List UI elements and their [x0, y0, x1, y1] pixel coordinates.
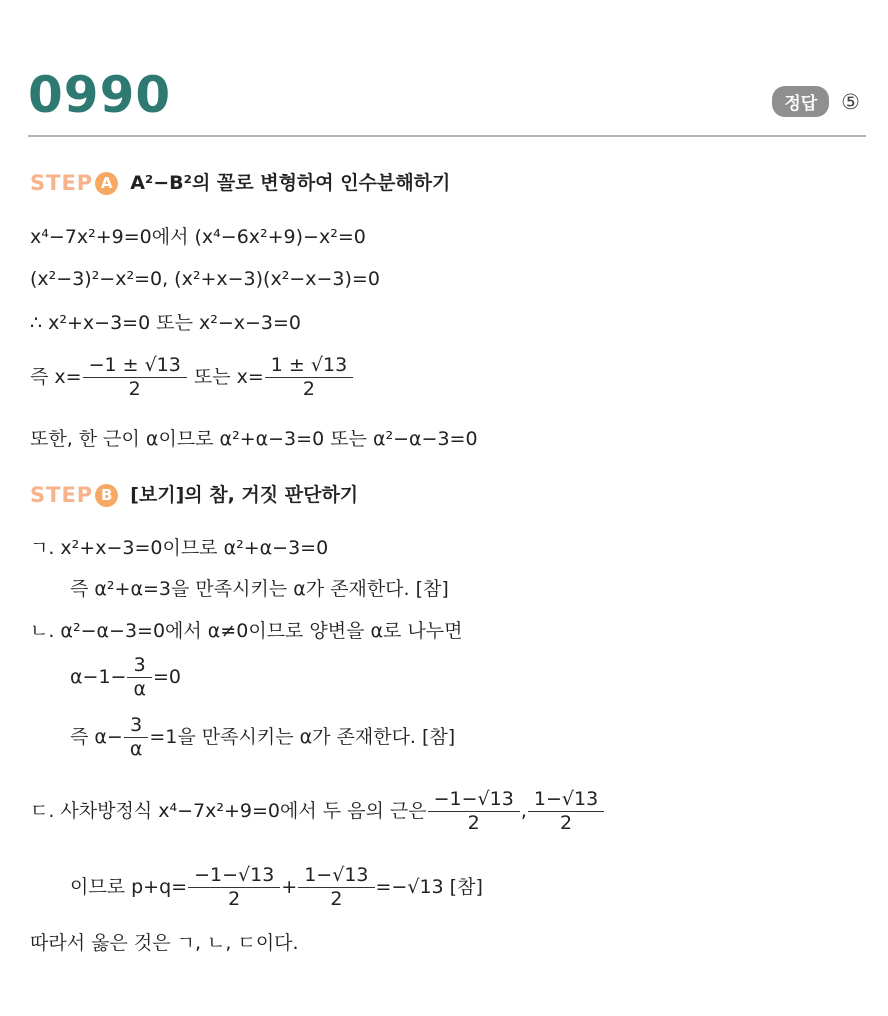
- item-1-line-2: 즉 α²+α=3을 만족시키는 α가 존재한다. [참]: [70, 578, 449, 600]
- fraction-denominator: 2: [188, 887, 280, 909]
- fraction-numerator: 1−√13: [304, 864, 369, 886]
- item-3-fraction-2: [531, 790, 601, 833]
- fraction-denominator: 2: [265, 377, 353, 399]
- solutions-prefix: 즉 x=: [30, 366, 82, 388]
- step-a-solutions: [30, 356, 354, 399]
- item-2-fraction: [130, 656, 149, 699]
- item-2-equation: [70, 656, 181, 699]
- item-3-line-2-prefix: 이므로 p+q=: [70, 876, 188, 898]
- step-a-last-line: 또한, 한 근이 α이므로 α²+α−3=0 또는 α²−α−3=0: [30, 428, 478, 450]
- step-b-title: [보기]의 참, 거짓 판단하기: [130, 484, 359, 506]
- solutions-middle: 또는 x=: [193, 366, 264, 388]
- step-a-title: A²−B²의 꼴로 변형하여 인수분해하기: [130, 172, 451, 194]
- item-3-comma: ,: [520, 800, 527, 822]
- answer-value: ⑤: [841, 89, 860, 114]
- solution-fraction-2: [268, 356, 350, 399]
- answer-area: [772, 86, 860, 117]
- header-divider: [28, 135, 866, 137]
- step-a-letter: A: [95, 172, 118, 195]
- fraction-numerator: 3: [130, 714, 143, 736]
- step-a-line-2: (x²−3)²−x²=0, (x²+x−3)(x²−x−3)=0: [30, 268, 380, 290]
- fraction-numerator: −1−√13: [433, 788, 514, 810]
- step-b-heading: [30, 484, 358, 507]
- item-2-line-1: ㄴ. α²−α−3=0에서 α≠0이므로 양변을 α로 나누면: [30, 620, 463, 642]
- step-a-line-1: x⁴−7x²+9=0에서 (x⁴−6x²+9)−x²=0: [30, 226, 366, 248]
- fraction-numerator: −1−√13: [194, 864, 275, 886]
- item-3-sum-fraction-1: [191, 866, 277, 909]
- solution-fraction-1: [86, 356, 184, 399]
- problem-number: 0990: [28, 66, 172, 124]
- fraction-numerator: 3: [133, 654, 146, 676]
- step-a-line-3: ∴ x²+x−3=0 또는 x²−x−3=0: [30, 312, 301, 334]
- item-3-line-2: [70, 866, 483, 909]
- fraction-denominator: 2: [298, 887, 374, 909]
- step-a-label: STEP: [30, 171, 94, 195]
- item-3-line-1: [30, 790, 605, 833]
- line-suffix: =1을 만족시키는 α가 존재한다. [참]: [149, 726, 456, 748]
- fraction-numerator: 1−√13: [533, 788, 599, 810]
- item-3-sum-fraction-2: [301, 866, 371, 909]
- item-3-line-2-suffix: =−√13 [참]: [375, 876, 483, 898]
- plus-sign: +: [281, 876, 298, 898]
- fraction-denominator: 2: [83, 377, 187, 399]
- line-prefix: 즉 α−: [70, 726, 123, 748]
- step-b-label: STEP: [30, 483, 94, 507]
- item-3-prefix: ㄷ. 사차방정식 x⁴−7x²+9=0에서 두 음의 근은: [30, 800, 427, 822]
- item-2-line-3: [70, 716, 455, 759]
- fraction-denominator: α: [127, 677, 152, 699]
- item-1-line-1: ㄱ. x²+x−3=0이므로 α²+α−3=0: [30, 537, 329, 559]
- fraction-numerator: −1 ± √13: [88, 354, 181, 376]
- fraction-denominator: α: [124, 737, 149, 759]
- step-b-letter: B: [95, 484, 118, 507]
- conclusion: 따라서 옳은 것은 ㄱ, ㄴ, ㄷ이다.: [30, 932, 299, 954]
- answer-badge: 정답: [772, 86, 829, 117]
- item-2-fraction-2: [127, 716, 146, 759]
- fraction-numerator: 1 ± √13: [270, 354, 348, 376]
- fraction-denominator: 2: [528, 811, 604, 833]
- fraction-denominator: 2: [428, 811, 520, 833]
- step-a-heading: [30, 172, 450, 195]
- item-3-fraction-1: [431, 790, 517, 833]
- equation-prefix: α−1−: [70, 666, 127, 688]
- equation-suffix: =0: [152, 666, 181, 688]
